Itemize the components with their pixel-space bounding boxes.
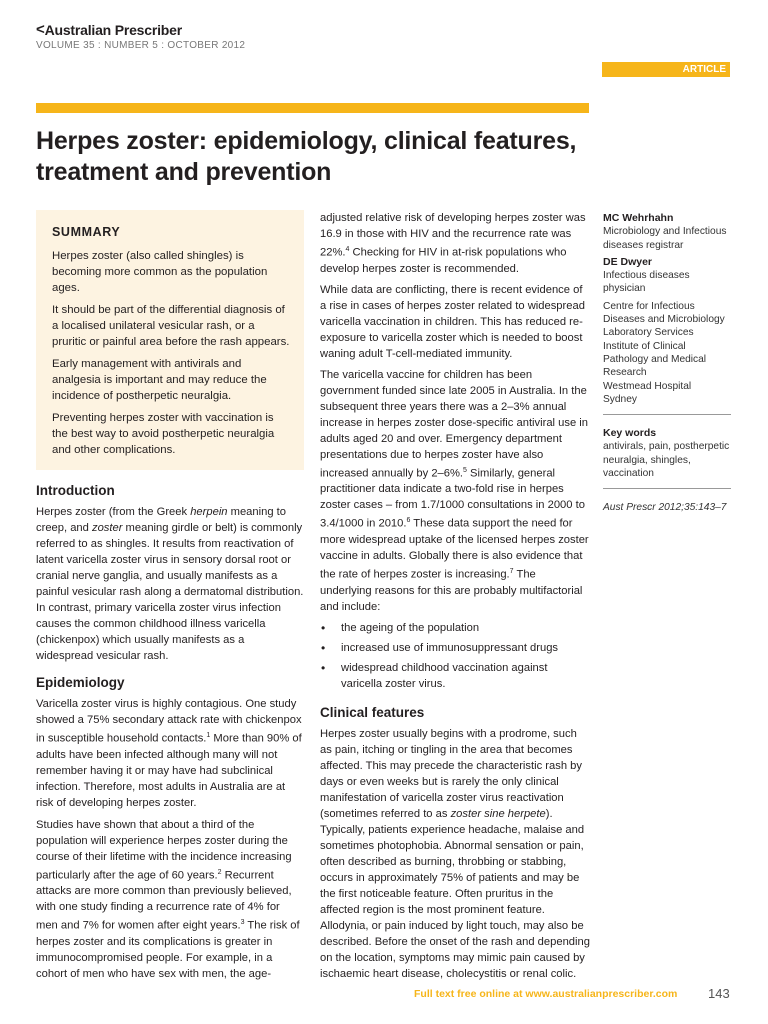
page-number: 143 [708,986,730,1001]
reference-marker[interactable]: 2 [217,868,222,876]
logo-text: Australian Prescriber [44,22,182,38]
affiliation: Centre for Infectious Diseases and Microbiology Laboratory Services Institute of Clinical Pathology and Medical Research [603,300,725,379]
column-middle [320,210,590,987]
reference-marker[interactable]: 5 [463,466,467,474]
reference-marker[interactable]: 4 [345,246,350,253]
author-role: Infectious diseases physician [603,270,690,295]
summary-box [36,210,304,470]
sidebar [603,212,731,519]
hospital: Westmead Hospital [603,380,692,392]
city: Sydney [603,393,637,405]
journal-logo[interactable] [36,22,245,38]
article-title: Herpes zoster: epidemiology, clinical features, treatment and prevention [36,127,577,186]
reference-marker[interactable]: 1 [206,732,211,739]
author-name: MC Wehrhahn [603,212,674,224]
column-left [36,210,304,988]
section-heading-epidemiology: Epidemiology [36,675,125,690]
list-item: • widespread childhood vaccination against varicella zoster virus. [320,660,590,692]
reference-marker[interactable]: 6 [406,517,411,525]
list-item: • the ageing of the population [320,620,590,636]
introduction-paragraph: Herpes zoster (from the Greek herpein meaning to creep, and zoster meaning girdle or belt) is commonly referred to as shingles. It results from reactivation of latent varicella zoster virus in sensory dorsal root or cranial nerve ganglia, and usually manifests as a painful vesicular rash along a dermatomal distribution. In contrast, primary varicella zoster virus infection causes the common childhood illness varicella (chickenpox) which usually manifests as a widespread vesicular rash. [36,506,304,662]
masthead [36,22,245,51]
author-name: DE Dwyer [603,255,653,268]
reference-marker[interactable]: 7 [509,568,514,576]
accent-rule [36,103,589,113]
issue-line: VOLUME 35 : NUMBER 5 : OCTOBER 2012 [36,40,246,51]
epidemiology-paragraph: Varicella zoster virus is highly contagious. One study showed a 75% secondary attack rate with chickenpox in susceptible household contacts.$^1$ More than 90% of adults have been infected although many will not remember having it or may have had subclinical infection. Therefore, most adults in Australia are at risk of developing herpes zoster. [36,698,302,809]
summary-paragraph: Herpes zoster (also called shingles) is becoming more common as the population ages. [52,250,268,294]
logo-chevron-icon: < [36,21,45,38]
summary-paragraph: Early management with antivirals and analgesia is important and may reduce the incidence of postherpetic neuralgia. [52,358,267,402]
section-heading-introduction: Introduction [36,483,115,498]
summary-paragraph: It should be part of the differential diagnosis of a localised unilateral vesicular rash, or a pruritic or painful area before the rash appears. [52,304,290,348]
summary-heading: SUMMARY [52,225,121,239]
clinical-paragraph: Herpes zoster usually begins with a prodrome, such as pain, itching or tingling in the area that becomes affected. This may precede the characteristic rash by days or even weeks but is rarely the only clinical manifestation of varicella zoster virus reactivation (sometimes referred to as zoster sine herpete). Typically, patients experience headache, malaise and sometimes photophobia. Abnormal sensation or pain, often described as burning, throbbing or stabbing, occurs in approximately 75% of patients and may be the first noticeable feature. Often pruritus in the affected region is the most prominent feature. Allodynia, or pain induced by light touch, may also be described. Before the onset of the rash and depending on the location, symptoms may mimic pain caused by ischaemic heart disease, cholecystitis or renal colic. [320,727,590,980]
divider [603,414,731,415]
keywords: antivirals, pain, postherpetic neuralgia, shingles, vaccination [603,441,730,480]
article-tag: ARTICLE [602,62,730,77]
epidemiology-paragraph: Studies have shown that about a third of the population will experience herpes zoster during the course of their lifetime with the incidence increasing particularly after the age of 60 years.$^2$ Recurrent attacks are more common than previously believed, with one study finding a recurrence rate of 4% for men and 7% for women after eight years.$^3$ The risk of herpes zoster and its complications is greater in immunocompromised people. For example, in a cohort of men who have sex with men, the age- [36,818,300,981]
list-item: • increased use of immunosuppressant drugs [320,640,590,656]
body-paragraph: adjusted relative risk of developing herpes zoster was 16.9 in those with HIV and the recurrence rate was 22%.$^4$ Checking for HIV in at-risk populations who develop herpes zoster is recommended. [320,212,586,275]
reasons-list [320,620,590,692]
divider [603,488,731,489]
footer-url-link[interactable]: Full text free online at www.australianprescriber.com [414,988,678,1000]
body-paragraph: While data are conflicting, there is recent evidence of a rise in cases of herpes zoster related to widespread varicella vaccination in children. This has reduced re-exposure to varicella zoster which is needed to boost waning adult T-cell-mediated immunity. [320,283,585,360]
reference-marker[interactable]: 3 [240,919,245,927]
summary-paragraph: Preventing herpes zoster with vaccination is the best way to avoid postherpetic neuralgia and other complications. [52,412,275,456]
keywords-heading: Key words [603,427,657,440]
section-heading-clinical-features: Clinical features [320,704,425,720]
author-role: Microbiology and Infectious diseases registrar [603,226,727,251]
citation: Aust Prescr 2012;35:143–7 [603,502,727,514]
body-paragraph: The varicella vaccine for children has been government funded since late 2005 in Australia. In the subsequent three years there was a 2–3% annual increase in herpes zoster dose-specific antiviral use in adults aged 20 and over. Emergency department presentations due to herpes zoster have also increased annually by 2–6%.$^5$ Similarly, general practitioner data indicate a two-fold rise in herpes zoster cases – from 1.7/1000 consultations in 2000 to 3.4/1000 in 2010.$^6$ These data support the need for more widespread uptake of the licensed herpes zoster vaccine in adults. Globally there is also evidence that the rate of herpes zoster is increasing.$^7$ The underlying reasons for this are probably multifactorial and include: [320,368,589,613]
